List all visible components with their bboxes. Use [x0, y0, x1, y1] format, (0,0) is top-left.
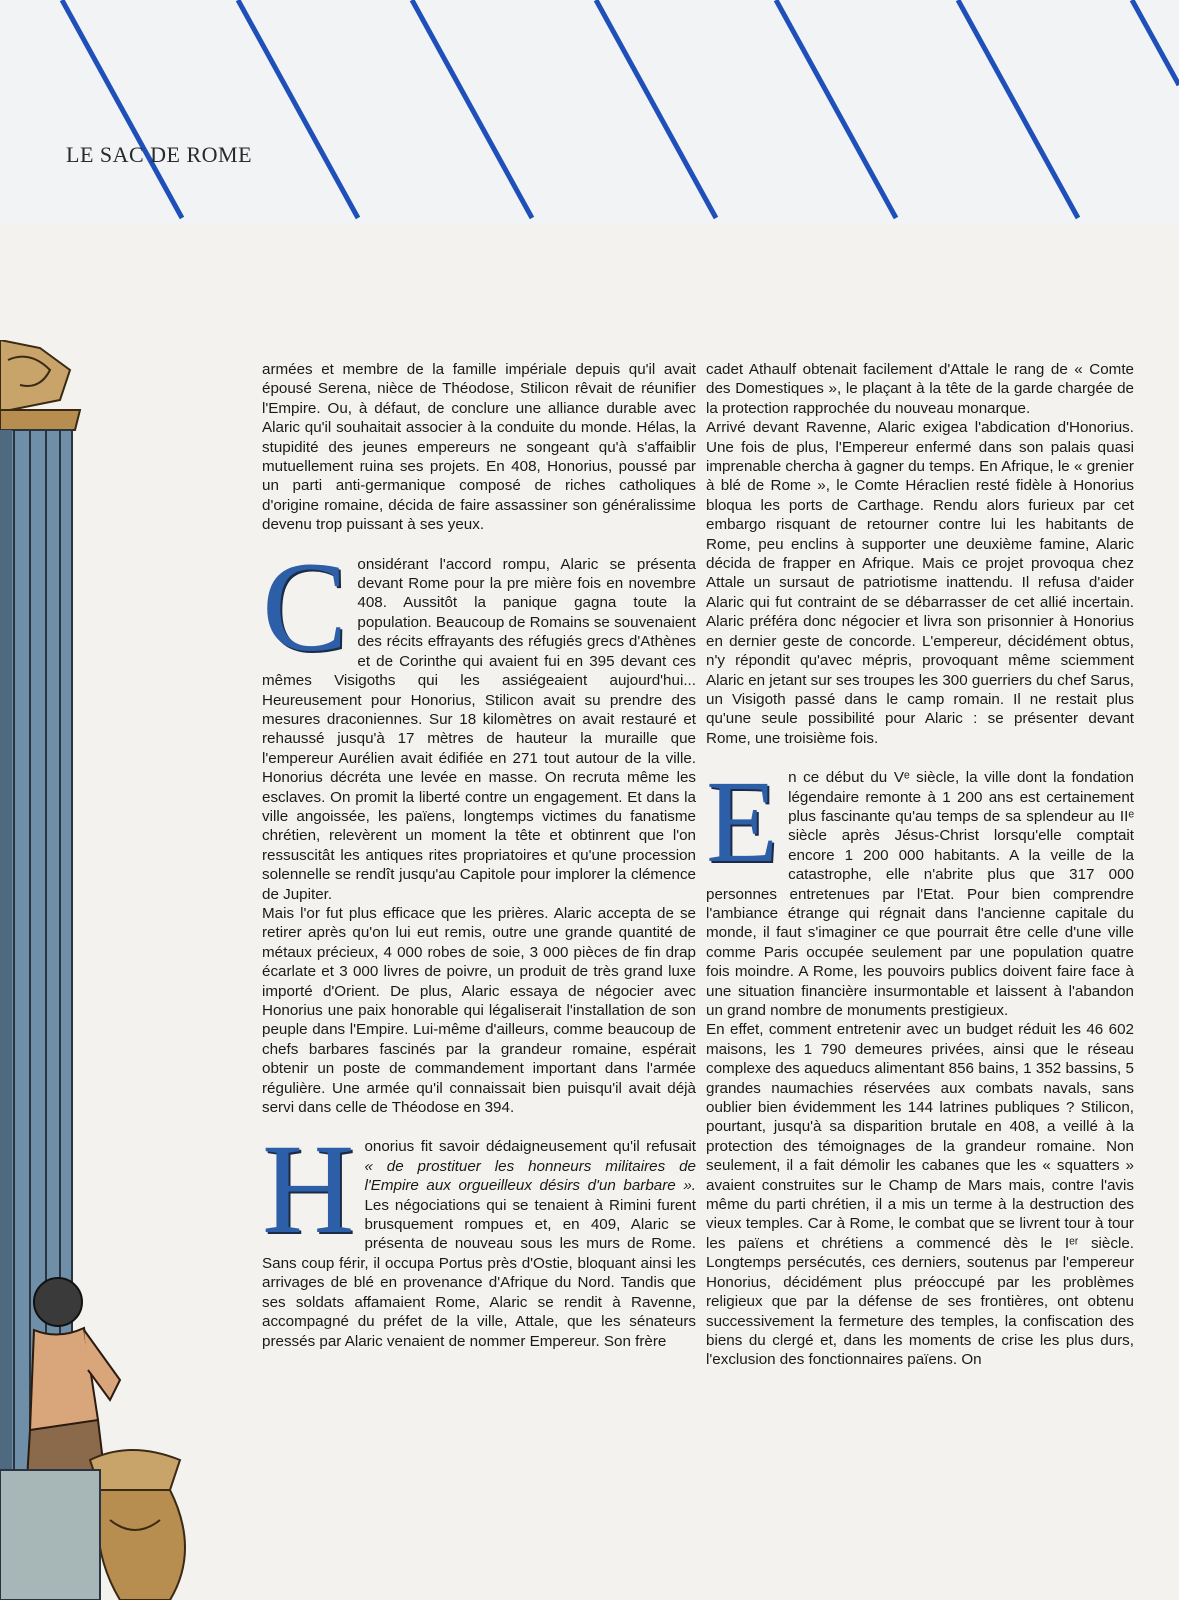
right-paragraph-3-text: n ce début du Vᵉ siècle, la ville dont la fondation légendaire remonte à 1 200 ans est certainement plus fascinante qu'au temps de sa splendeur au IIᵉ siècle après Jésus-Christ lorsqu'elle comptait encore 1 200 000 habitants. A la veille de la catastrophe, elle n'abrite plus que 317 000 personnes entretenues par l'Etat. Pour bien comprendre l'ambiance étrange qui régnait dans l'ancienne capitale du monde, il faut s'imaginer ce que pourrait être celle d'une ville comme Paris occupée seulement par une population quatre fois moindre. A Rome, les pouvoirs publics doivent faire face à une situation financière insurmontable et laissent à l'abandon un grand nombre de monuments prestigieux.: [706, 769, 1134, 1019]
left-column: [262, 360, 696, 1351]
left-paragraph-4: [262, 1118, 696, 1350]
left-paragraph-3: Mais l'or fut plus efficace que les prières. Alaric accepta de se retirer après qu'on lui eut remis, outre une grande quantité de métaux précieux, 4 000 robes de soie, 3 000 pièces de fin drap écarlate et 3 000 livres de poivre, un produit de très grand luxe importé d'Orient. De plus, Alaric essaya de négocier avec Honorius une paix honorable qui légaliserait l'installation de son peuple dans l'Empire. Lui-même d'ailleurs, comme beaucoup de chefs barbares fascinés par la grandeur romaine, espérait obtenir un poste de commandement important dans l'armée régulière. Une armée qu'il connaissait bien puisqu'il avait déjà servi dans celle de Théodose en 394.: [262, 904, 696, 1117]
left-paragraph-4-text-a: onorius fit savoir dédaigneusement qu'il refusait: [364, 1138, 696, 1156]
right-paragraph-2: Arrivé devant Ravenne, Alaric exigea l'abdication d'Honorius. Une fois de plus, l'Empereur enfermé dans son palais quasi imprenable chercha à gagner du temps. En Afrique, le « grenier à blé de Rome », le Comte Héraclien resté fidèle à Honorius bloqua les ports de Carthage. Rendu alors furieux par cet embargo risquant de retourner contre lui les habitants de Rome, peu enclins à supporter une deuxième famine, Alaric décida de frapper en Afrique. Mais ce projet provoqua chez Attale un sursaut de patriotisme inattendu. Il refusa d'aider Alaric qui fut contraint de se débarrasser de cet allié incertain. Alaric préféra donc négocier et livra son prisonnier à Honorius en dernier geste de concorde. L'empereur, décidément obtus, n'y répondit qu'avec mépris, provoquant même sciemment Alaric en jetant sur ses troupes les 300 guerriers du chef Sarus, un Visigoth passé dans le camp romain. Il ne restait plus qu'une seule possibilité pour Alaric : se présenter devant Rome, une troisième fois.: [706, 419, 1135, 747]
right-column: [706, 360, 1134, 1370]
column-illustration: [0, 340, 250, 1600]
right-paragraph-1: cadet Athaulf obtenait facilement d'Attale le rang de « Comte des Domestiques », le plaçant à la tête de la garde chargée de la protection rapprochée du nouveau monarque.: [706, 361, 1134, 417]
header-band: [0, 0, 1179, 225]
left-paragraph-1: armées et membre de la famille impériale depuis qu'il avait épousé Serena, nièce de Théodose, Stilicon rêvait de réunifier l'Empire. Ou, à défaut, de conclure une alliance durable avec Alaric qu'il souhaitait associer à la conduite du monde. Hélas, la stupidité des jeunes empereurs ne songeant qu'à s'affaiblir mutuellement ruina ses projets. En 408, Honorius, poussé par un parti anti-germanique composé de riches catholiques d'origine romaine, décida de faire assassiner son généralissime devenu trop puissant à ses yeux.: [262, 361, 696, 534]
diagonal-stripes: [0, 0, 1179, 225]
left-paragraph-4-text-b: Les négociations qui se tenaient à Rimini furent brusquement rompues et, en 409, Alaric se présenta de nouveau sous les murs de Rome. Sans coup férir, il occupa Portus près d'Ostie, bloquant ainsi les arrivages de blé en provenance d'Afrique du Nord. Tandis que ses soldats affamaient Rome, Alaric se rendit à Ravenne, accompagné du préfet de la ville, Attale, que les sénateurs pressés par Alaric venaient de nommer Empereur. Son frère: [262, 1196, 696, 1350]
left-paragraph-2-text: onsidérant l'accord rompu, Alaric se présenta devant Rome pour la pre mière fois en novembre 408. Aussitôt la panique gagna toute la population. Beaucoup de Romains se souvenaient des récits effrayants des réfugiés grecs d'Athènes et de Corinthe qui avaient fui en 395 devant ces mêmes Visigoths qui les assiégeaient aujourd'hui... Heureusement pour Honorius, Stilicon avait su prendre des mesures draconiennes. Sur 18 kilomètres on avait restauré et rehaussé jusqu'à 17 mètres de hauteur la muraille que l'empereur Aurélien avait édifiée en 271 tout autour de la ville. Honorius décréta une levée en masse. On recruta même les esclaves. On promit la liberté contre un engagement. Et dans la ville angoissée, les païens, longtemps victimes du fanatisme chrétien, relevèrent un moment la tête et obtinrent que l'on ressuscitât les antiques rites propriatoires et qu'une procession solennelle se rendît jusqu'au Capitole pour implorer la clémence de Jupiter.: [262, 555, 696, 903]
right-paragraph-4: En effet, comment entretenir avec un budget réduit les 46 602 maisons, les 1 790 demeures privées, ainsi que le réseau complexe des aqueducs alimentant 856 bains, 1 352 bassins, 5 grandes naumachies réservées aux combats navals, sans oublier bien évidemment les 144 latrines publiques ? Stilicon, pourtant, jusqu'à sa disparition brutale en 408, a veillé à la protection des témoignages de la grandeur romaine. Non seulement, il a fait démolir les cabanes que les « squatters » avaient construites sur le Champ de Mars mais, contre l'avis même du parti chrétien, il a mis un terme à la destruction des vieux temples. Car à Rome, le combat que se livrent tour à tour les païens et chrétiens a commencé dès le Iᵉʳ siècle. Longtemps persécutés, ces derniers, soutenus par l'empereur Honorius, décidément plus préoccupé par les problèmes religieux que par la défense de ses frontières, ont obtenu successivement la fermeture des temples, la confiscation des biens du clergé et, dans les moments de crise les plus durs, l'exclusion des fonctionnaires païens. On: [706, 1021, 1134, 1369]
running-head: LE SAC DE ROME: [66, 142, 253, 167]
left-paragraph-2: [262, 535, 696, 904]
right-paragraph-3: [706, 756, 1134, 1020]
quote: « de prostituer les honneurs militaires de l'Empire aux orgueilleux désirs d'un barbare ».: [364, 1157, 696, 1195]
dropcap-e: E: [706, 756, 779, 888]
dropcap-h: H: [262, 1118, 355, 1261]
dropcap-c: C: [262, 535, 348, 678]
